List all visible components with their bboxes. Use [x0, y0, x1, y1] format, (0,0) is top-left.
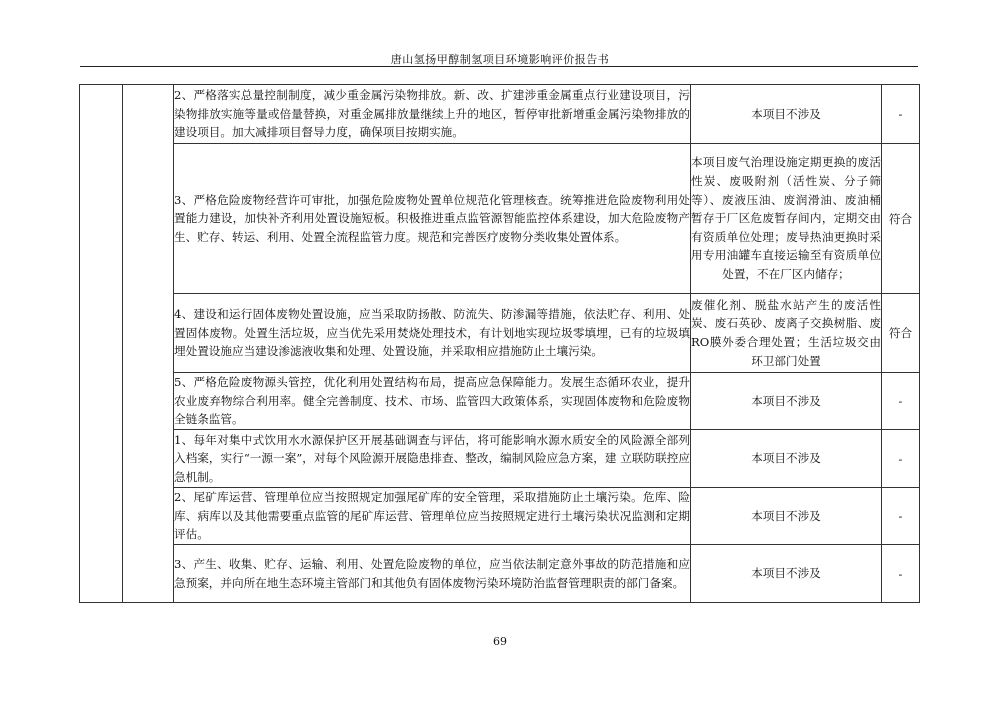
- measure-cell: 本项目废气治理设施定期更换的废活性炭、废吸附剂（活性炭、分子筛等）、废液压油、废润滑油、废油桶暂存于厂区危废暂存间内，定期交由有资质单位处理；废导热油更换时采用专用油罐车直接运输至有资质单位处置，不在厂区内储存；: [691, 144, 882, 294]
- measure-cell: 本项目不涉及: [691, 488, 882, 545]
- result-cell: -: [882, 430, 920, 488]
- measure-cell: 本项目不涉及: [691, 545, 882, 603]
- result-cell: -: [882, 373, 920, 430]
- table-row: [80, 144, 920, 294]
- header-divider: [80, 66, 918, 67]
- requirement-cell: 2、严格落实总量控制制度，减少重金属污染物排放。新、改、扩建涉重金属重点行业建设项目，污染物排放实施等量或倍量替换，对重金属排放量继续上升的地区，暂停审批新增重金属污染物排放的建设项目。加大减排项目督导力度，确保项目按期实施。: [174, 85, 691, 144]
- requirement-cell: 3、产生、收集、贮存、运输、利用、处置危险废物的单位，应当依法制定意外事故的防范措施和应急预案，并向所在地生态环境主管部门和其他负有固体废物污染环境防治监督管理职责的部门备案。: [174, 545, 691, 603]
- table-row: [80, 430, 920, 488]
- table-row: [80, 294, 920, 373]
- requirement-cell: 3、严格危险废物经营许可审批，加强危险废物处置单位规范化管理核查。统筹推进危险废物利用处置能力建设，加快补齐利用处置设施短板。积极推进重点监管源智能监控体系建设，加大危险废物产生、贮存、转运、利用、处置全流程监管力度。规范和完善医疗废物分类收集处置体系。: [174, 144, 691, 294]
- measure-cell: 本项目不涉及: [691, 373, 882, 430]
- measure-cell: 废催化剂、脱盐水站产生的废活性炭、废石英砂、废离子交换树脂、废RO膜外委合理处置；生活垃圾交由环卫部门处置: [691, 294, 882, 373]
- table-row: [80, 373, 920, 430]
- table-row: [80, 85, 920, 144]
- page-number: 69: [493, 635, 507, 648]
- table-row: [80, 545, 920, 603]
- subcategory-cell: [123, 85, 174, 603]
- result-cell: -: [882, 545, 920, 603]
- header-title: 唐山氢扬甲醇制氢项目环境影响评价报告书: [390, 53, 610, 66]
- result-cell: 符合: [882, 294, 920, 373]
- requirement-cell: 5、严格危险废物源头管控，优化利用处置结构布局，提高应急保障能力。发展生态循环农业，提升农业废弃物综合利用率。健全完善制度、技术、市场、监管四大政策体系，实现固体废物和危险废物全链条监管。: [174, 373, 691, 430]
- measure-cell: 本项目不涉及: [691, 430, 882, 488]
- requirement-cell: 2、尾矿库运营、管理单位应当按照规定加强尾矿库的安全管理，采取措施防止土壤污染。危库、险库、病库以及其他需要重点监管的尾矿库运营、管理单位应当按照规定进行土壤污染状况监测和定期评估。: [174, 488, 691, 545]
- category-cell: [80, 85, 123, 603]
- compliance-table: [79, 84, 920, 603]
- requirement-cell: 1、每年对集中式饮用水水源保护区开展基础调查与评估，将可能影响水源水质安全的风险源全部列入档案，实行“一源一案”，对每个风险源开展隐患排查、整改，编制风险应急方案，建 立联防联控应急机制。: [174, 430, 691, 488]
- result-cell: 符合: [882, 144, 920, 294]
- requirement-cell: 4、建设和运行固体废物处置设施，应当采取防扬散、防流失、防渗漏等措施，依法贮存、利用、处置固体废物。处置生活垃圾，应当优先采用焚烧处理技术，有计划地实现垃圾零填埋，已有的垃圾填埋处置设施应当建设渗滤液收集和处理、处置设施，并采取相应措施防止土壤污染。: [174, 294, 691, 373]
- measure-cell: 本项目不涉及: [691, 85, 882, 144]
- table-row: [80, 488, 920, 545]
- result-cell: -: [882, 85, 920, 144]
- result-cell: -: [882, 488, 920, 545]
